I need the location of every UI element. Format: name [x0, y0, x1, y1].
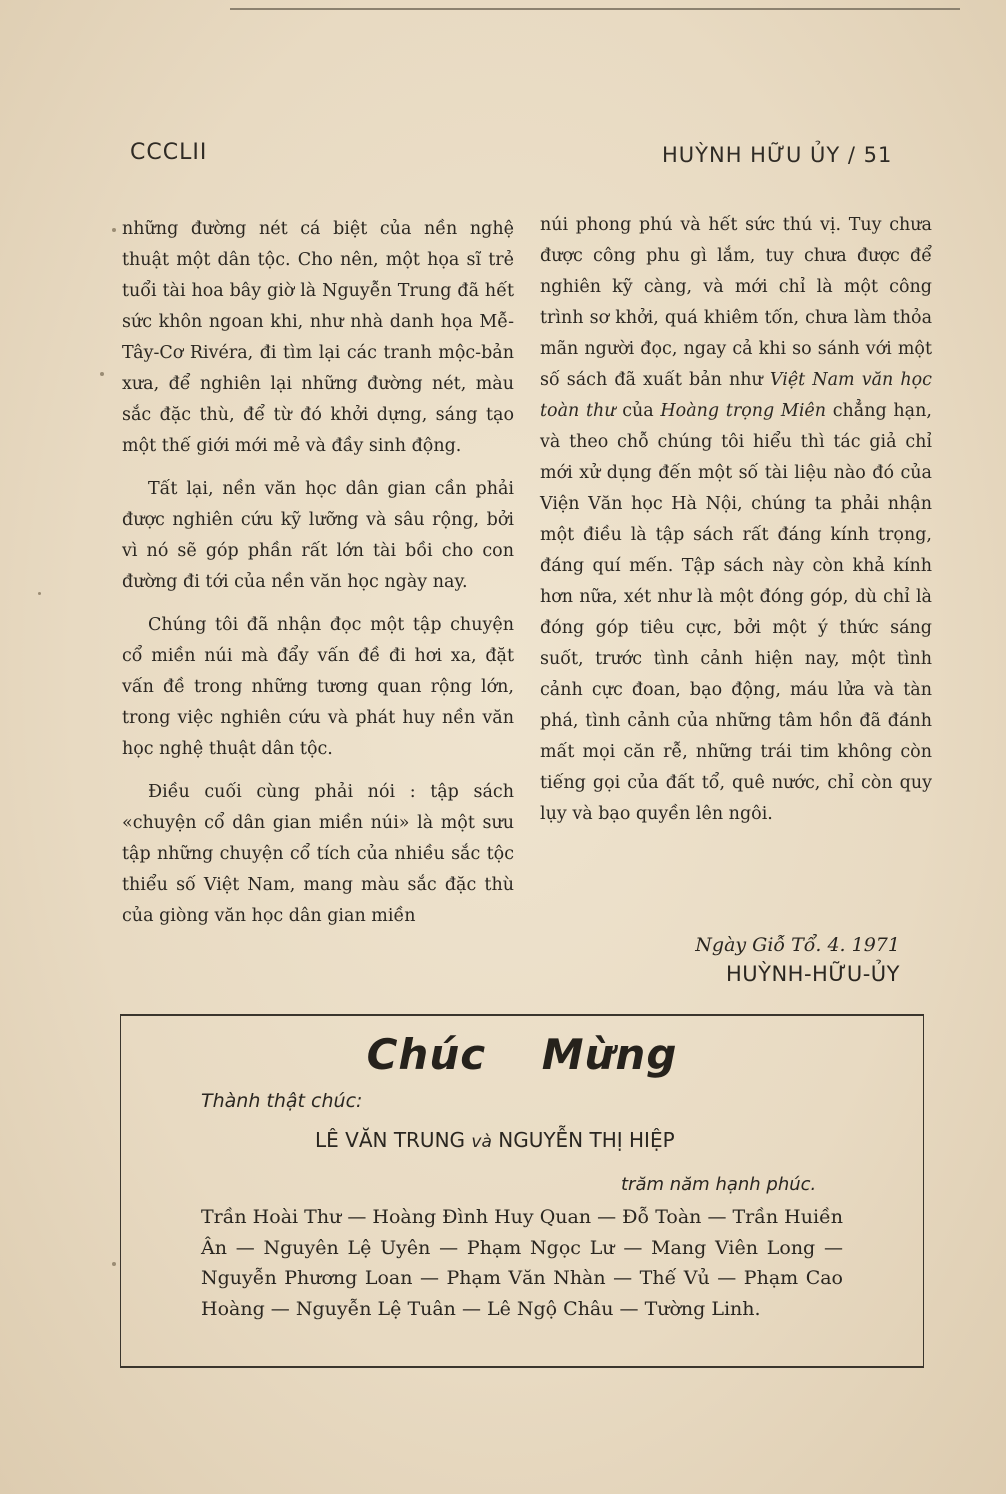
paper-speck [112, 228, 116, 232]
signers-list: Trần Hoài Thư — Hoàng Đình Huy Quan — Đỗ Toàn — Trần Huiền Ân — Nguyên Lệ Uyên — Phạm Ngọc Lư — Mang Viên Long — Nguyễn Phương Loan — Phạm Văn Nhàn — Thế Vủ — Phạm Cao Hoàng — Nguyễn Lệ Tuân — Lê Ngộ Châu — Tường Linh. [201, 1206, 843, 1320]
author-name: Hoàng trọng Miên [660, 401, 827, 421]
author-signature: HUỲNH-HỮU-ỦY [725, 962, 900, 986]
paragraph: những đường nét cá biệt của nền nghệ thuật một dân tộc. Cho nên, một họa sĩ trẻ tuổi tài hoa bây giờ là Nguyễn Trung đã hết sức khôn ngoan khi, như nhà danh họa Mễ-Tây-Cơ Rivéra, đi tìm lại các tranh mộc-bản xưa, để nghiên lại những đường nét, màu sắc đặc thù, để từ đó khởi dựng, sáng tạo một thế giới mới mẻ và đầy sinh động. [122, 219, 514, 456]
conjunction: và [471, 1132, 492, 1152]
bride-name: NGUYỄN THỊ HIỆP [498, 1128, 675, 1152]
paragraph: Điều cuối cùng phải nói : tập sách «chuyện cổ dân gian miền núi» là một sưu tập những chuyện cổ tích của nhiều sắc tộc thiểu số Việt Nam, mang màu sắc đặc thù của giòng văn học dân gian miền [122, 782, 514, 926]
paragraph: Chúng tôi đã nhận đọc một tập chuyện cổ miền núi mà đẩy vấn đề đi hơi xa, đặt vấn đề trong những tương quan rộng lớn, trong việc nghiên cứu và phát huy nền văn học nghệ thuật dân tộc. [122, 615, 514, 759]
groom-name: LÊ VĂN TRUNG [315, 1128, 466, 1152]
running-header: HUỲNH HỮU ỦY / 51 [662, 143, 893, 167]
box-title: Chúc Mừng [366, 1030, 678, 1079]
paper-speck [38, 592, 41, 595]
right-column [540, 210, 932, 842]
text-run: chẳng hạn, và theo chỗ chúng tôi hiểu thì tác giả chỉ mới xử dụng đến một số tài liệu nào đó của Viện Văn học Hà Nội, chúng ta phải nhận một điều là tập sách rất đáng kính trọng, đáng quí mến. Tập sách này còn khả kính hơn nữa, xét như là một đóng góp, dù chỉ là đóng góp tiêu cực, bởi một ý thức sáng suốt, trước tình cảnh hiện nay, một tình cảnh cực đoan, bạo động, máu lửa và tàn phá, tình cảnh của những tâm hồn đã đánh mất mọi căn rễ, những trái tim không còn tiếng gọi của đất tổ, quê nước, chỉ còn quy lụy và bạo quyền lên ngôi. [540, 401, 932, 824]
text-run: của [622, 401, 654, 421]
wish-text: trăm năm hạnh phúc. [621, 1174, 817, 1195]
section-number: CCCLII [130, 140, 208, 165]
book-title: Việt Nam văn học toàn thư [540, 370, 932, 421]
text-run: núi phong phú và hết sức thú vị. Tuy chưa được công phu gì lắm, tuy chưa được để nghiên kỹ càng, và mới chỉ là một công trình sơ khởi, quá khiêm tốn, chưa làm thỏa mãn người đọc, ngay cả khi so sánh với một số sách đã xuất bản như [540, 215, 932, 390]
box-lead: Thành thật chúc: [201, 1090, 363, 1112]
paper-speck [100, 372, 104, 376]
paragraph: Tất lại, nền văn học dân gian cần phải được nghiên cứu kỹ lưỡng và sâu rộng, bởi vì nó sẽ góp phần rất lớn tài bồi cho con đường đi tới của nền văn học ngày nay. [122, 479, 514, 592]
congratulations-box [120, 1014, 924, 1368]
top-rule [230, 8, 960, 10]
signature-block [620, 930, 900, 988]
left-column [122, 214, 514, 944]
paper-speck [112, 1262, 116, 1266]
paragraph [540, 210, 932, 830]
couple-names [315, 1128, 675, 1152]
signature-date: Ngày Giỗ Tổ. 4. 1971 [695, 934, 900, 956]
